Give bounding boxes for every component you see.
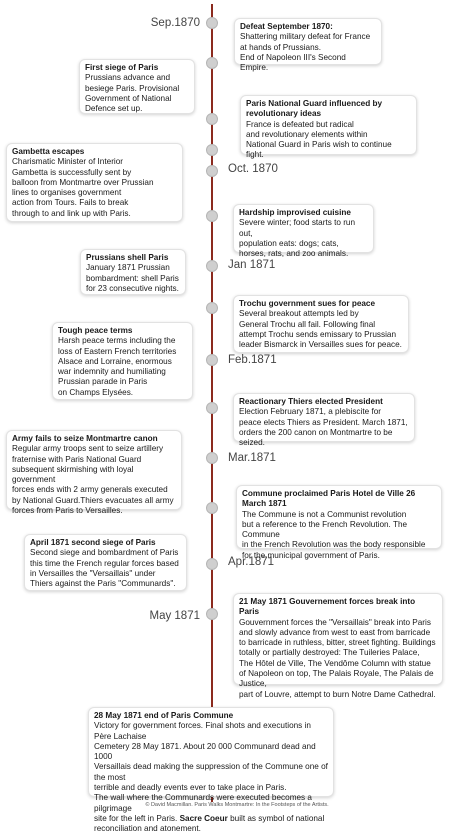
- date-label-sep-1870: Sep.1870: [150, 17, 200, 29]
- date-label-apr-1871: Apr.1871: [228, 556, 275, 568]
- event-title: Hardship improvised cuisine: [239, 208, 351, 217]
- date-label-feb-1871: Feb.1871: [228, 354, 277, 366]
- event-title: Army fails to seize Montmartre canon: [12, 434, 158, 443]
- event-body-text: Victory for government forces. Final shots and executions in Père Lachaise Cemetery 28 May 1871. About 20 000 Communard dead and 1000 Versaillais dead making the suppression of the Commune one of the most terrible and deadly events ever to take place in Paris. The wall where the Communards were executed becomes a pilgrimage site for the left in Paris.: [94, 721, 328, 823]
- event-title: Prussians shell Paris: [86, 253, 169, 262]
- event-title: Paris National Guard influenced by revolutionary ideas: [246, 99, 383, 119]
- timeline-dot: [206, 502, 218, 514]
- copyright-footer: © David Macmillan. Paris Walks Montmartre: In the Footsteps of the Artists.: [145, 802, 329, 808]
- event-body: Shattering military defeat for France at hands of Prussians. End of Napoleon III's Second Empire.: [240, 32, 371, 73]
- timeline-dot: [206, 17, 218, 29]
- event-body: Charismatic Minister of Interior Gambetta is successfully sent by balloon from Montmartre over Prussian lines to organises government action from Tours. Fails to break through to and link up with Paris.: [12, 157, 154, 218]
- event-body-tail: built as symbol of national reconciliation and atonement.: [94, 813, 325, 834]
- timeline-dot: [206, 144, 218, 156]
- event-body: The Commune is not a Communist revolution but a reference to the French Revolution. The Commune in the French Revolution was the body responsible for the municipal government of Paris.: [242, 509, 426, 560]
- timeline-dot: [206, 354, 218, 366]
- timeline-dot: [206, 165, 218, 177]
- timeline-dot: [206, 113, 218, 125]
- event-body: France is defeated but radical and revolutionary elements within National Guard in Paris wish to continue fight.: [246, 119, 392, 160]
- event-title: First siege of Paris: [85, 63, 159, 72]
- timeline-dot: [206, 402, 218, 414]
- event-card-thiers-elected: [233, 393, 415, 448]
- event-title: Gambetta escapes: [12, 147, 85, 156]
- timeline-dot: [206, 452, 218, 464]
- date-label-mar-1871: Mar.1871: [228, 452, 276, 464]
- event-title: April 1871 second siege of Paris: [30, 538, 156, 547]
- event-card-gambetta-escapes: [6, 143, 183, 222]
- event-card-national-guard: [240, 95, 417, 160]
- event-card-trochu-sues-for-peace: [233, 295, 409, 353]
- event-title: 21 May 1871 Gouvernement forces break into Paris: [239, 597, 416, 617]
- event-card-tough-peace-terms: [52, 322, 193, 400]
- event-body: Severe winter; food starts to run out, population eats: dogs; cats, horses, rats, and zoo animals.: [239, 218, 356, 259]
- event-card-first-siege: [79, 59, 195, 114]
- event-card-hardship-cuisine: [233, 204, 374, 259]
- event-body: Election February 1871, a plebiscite for peace elects Thiers as President. March 1871, orders the 200 canon on Montmartre to be seized.: [239, 407, 408, 448]
- event-title: Tough peace terms: [58, 326, 133, 335]
- timeline-dot: [206, 210, 218, 222]
- event-body: Prussians advance and besiege Paris. Provisional Government of National Defence set up.: [85, 73, 180, 114]
- event-card-government-break-in: [233, 593, 443, 699]
- date-label-oct-1870: Oct. 1870: [228, 163, 278, 175]
- event-title: Trochu government sues for peace: [239, 299, 376, 308]
- event-title: 28 May 1871 end of Paris Commune: [94, 711, 234, 720]
- event-card-commune-proclaimed: [236, 485, 442, 560]
- timeline-dot: [206, 260, 218, 272]
- event-body: Second siege and bombardment of Paris this time the French regular forces based in Versailles the "Versaillais" under Thiers against the Paris "Communards".: [30, 548, 179, 589]
- timeline-dot: [206, 558, 218, 570]
- timeline-dot: [206, 57, 218, 69]
- event-card-prussians-shell-paris: [80, 249, 186, 295]
- sacre-coeur-term: Sacre Coeur: [179, 813, 228, 823]
- event-body: Regular army troops sent to seize artillery fraternise with Paris National Guard subsequent skirmishing with loyal government forces ends with 2 army generals executed by National Guard.Thiers evacuates all army forces from Paris to Versailles.: [12, 444, 174, 516]
- event-body: January 1871 Prussian bombardment: shell Paris for 23 consecutive nights.: [86, 263, 179, 293]
- event-card-second-siege: [24, 534, 187, 591]
- event-body: Gouvernment forces the "Versaillais" break into Paris and slowly advance from west to east from barricade to barricade in ruthless, bitter, street fighting. Buildings totally or partially destroyed: The Tuileries Palace, The Hôtel de Ville, The Vendôme Column with statue of Napoleon on top, The Palais Royale, The Palais de Justice, part of Louvre, attempt to burn Notre Dame Cathedral.: [239, 617, 436, 699]
- event-card-defeat-sep-1870: [234, 18, 382, 73]
- event-card-montmartre-canon: [6, 430, 182, 516]
- event-title: Reactionary Thiers elected President: [239, 397, 383, 406]
- event-title: Commune proclaimed Paris Hotel de Ville 26 March 1871: [242, 489, 416, 509]
- event-body: [94, 721, 328, 834]
- timeline-dot: [206, 608, 218, 620]
- date-label-jan-1871: Jan 1871: [228, 259, 276, 271]
- event-body: Several breakout attempts led by General Trochu all fail. Following final attempt Trochu sends emissary to Prussian leader Bismarck in Versailles sues for peace.: [239, 309, 402, 350]
- event-body: Harsh peace terms including the loss of Eastern French territories Alsace and Lorraine, enormous war indemnity and humiliating Prussian parade in Paris on Champs Elysées.: [58, 336, 177, 397]
- timeline-dot: [206, 302, 218, 314]
- event-title: Defeat September 1870:: [240, 22, 333, 31]
- date-label-may-1871: May 1871: [149, 610, 200, 622]
